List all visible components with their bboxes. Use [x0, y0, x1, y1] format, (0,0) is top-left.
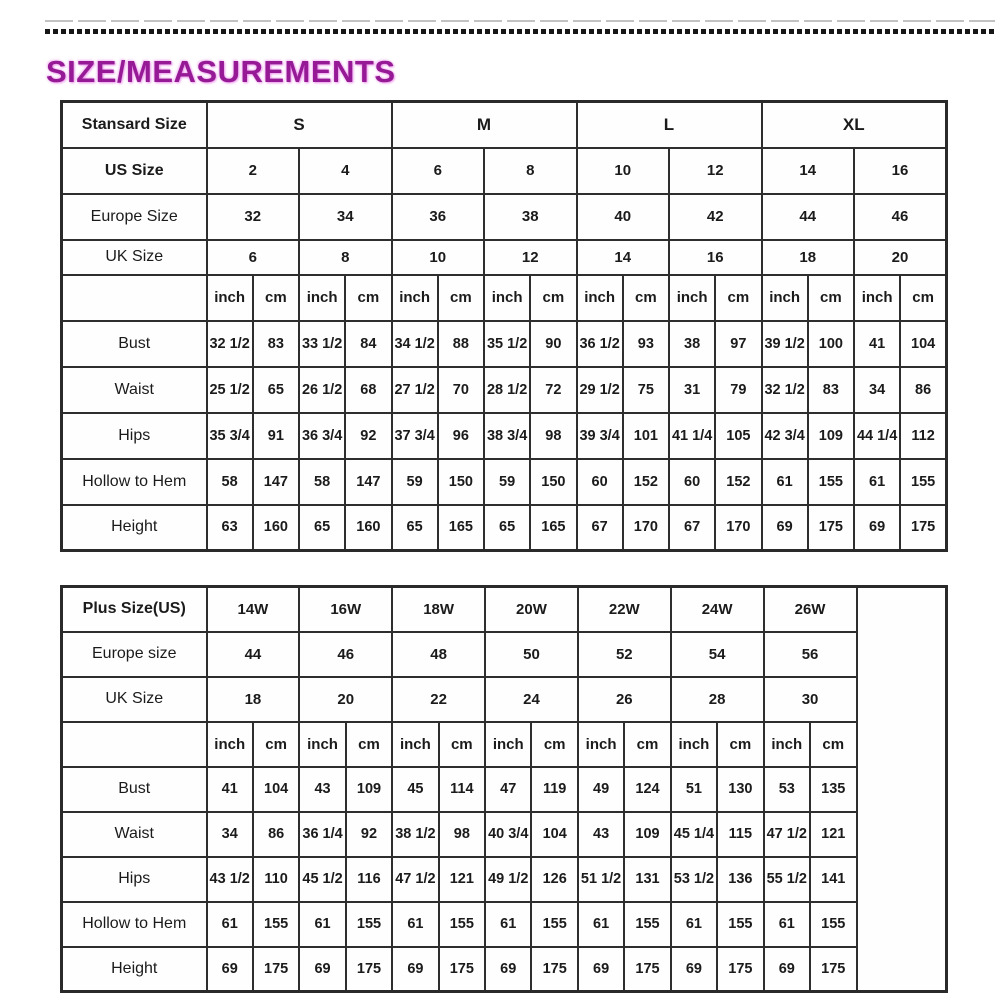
size-value: 44	[207, 632, 300, 677]
measurement-value: 58	[207, 459, 253, 505]
size-value: 38	[484, 194, 577, 240]
measurement-value: 39 1/2	[762, 321, 808, 367]
unit-label: cm	[623, 275, 669, 321]
measurement-value: 109	[346, 767, 392, 812]
measurement-value: 141	[810, 857, 857, 902]
measurement-value: 109	[624, 812, 670, 857]
measurement-value: 61	[578, 902, 624, 947]
measurement-value: 98	[530, 413, 576, 459]
measurement-value: 147	[345, 459, 391, 505]
measurement-value: 47	[485, 767, 531, 812]
size-group-header: M	[392, 102, 577, 148]
measurement-value: 53	[764, 767, 810, 812]
measurement-value: 27 1/2	[392, 367, 438, 413]
measurement-value: 91	[253, 413, 299, 459]
measurement-value: 69	[485, 947, 531, 992]
measurement-value: 155	[346, 902, 392, 947]
measurement-value: 98	[439, 812, 485, 857]
empty-column	[857, 587, 947, 992]
corner-label: Plus Size(US)	[62, 587, 207, 632]
measurement-value: 86	[900, 367, 946, 413]
size-value: 14	[577, 240, 670, 275]
measurement-value: 126	[531, 857, 577, 902]
unit-label: inch	[392, 722, 438, 767]
size-value: 12	[484, 240, 577, 275]
measurement-value: 41	[854, 321, 900, 367]
measurement-value: 70	[438, 367, 484, 413]
measurement-value: 32 1/2	[207, 321, 253, 367]
size-value: 46	[299, 632, 392, 677]
measurement-value: 93	[623, 321, 669, 367]
table-row	[62, 275, 947, 321]
measurement-value: 104	[253, 767, 299, 812]
measurement-value: 61	[299, 902, 345, 947]
row-label: US Size	[62, 148, 207, 194]
measurement-value: 34 1/2	[392, 321, 438, 367]
unit-label: cm	[530, 275, 576, 321]
table-row	[62, 194, 947, 240]
table-row	[62, 632, 947, 677]
measurement-value: 59	[484, 459, 530, 505]
measurement-value: 45 1/2	[299, 857, 345, 902]
measurement-value: 101	[623, 413, 669, 459]
row-label: Waist	[62, 367, 207, 413]
measurement-value: 86	[253, 812, 299, 857]
measurement-value: 100	[808, 321, 854, 367]
plus-size-header: 14W	[207, 587, 300, 632]
size-value: 8	[484, 148, 577, 194]
measurement-value: 69	[578, 947, 624, 992]
measurement-value: 61	[392, 902, 438, 947]
measurement-value: 61	[485, 902, 531, 947]
size-value: 36	[392, 194, 485, 240]
table-row	[62, 459, 947, 505]
unit-label: cm	[531, 722, 577, 767]
measurement-value: 175	[346, 947, 392, 992]
measurement-value: 61	[764, 902, 810, 947]
size-value: 28	[671, 677, 764, 722]
table-row	[62, 722, 947, 767]
measurement-value: 96	[438, 413, 484, 459]
size-value: 46	[854, 194, 947, 240]
unit-label: inch	[484, 275, 530, 321]
measurement-value: 155	[717, 902, 763, 947]
measurement-value: 155	[439, 902, 485, 947]
measurement-value: 150	[530, 459, 576, 505]
measurement-value: 47 1/2	[764, 812, 810, 857]
unit-label: cm	[717, 722, 763, 767]
measurement-value: 61	[854, 459, 900, 505]
measurement-value: 175	[531, 947, 577, 992]
measurement-value: 65	[392, 505, 438, 551]
measurement-value: 121	[810, 812, 857, 857]
measurement-value: 29 1/2	[577, 367, 623, 413]
measurement-value: 49 1/2	[485, 857, 531, 902]
measurement-value: 155	[808, 459, 854, 505]
row-label: Hips	[62, 413, 207, 459]
measurement-value: 175	[808, 505, 854, 551]
measurement-value: 119	[531, 767, 577, 812]
measurement-value: 84	[345, 321, 391, 367]
size-value: 16	[669, 240, 762, 275]
measurement-value: 152	[715, 459, 761, 505]
size-value: 4	[299, 148, 392, 194]
measurement-value: 104	[900, 321, 946, 367]
measurement-value: 150	[438, 459, 484, 505]
measurement-value: 43	[578, 812, 624, 857]
measurement-value: 41	[207, 767, 253, 812]
measurement-value: 90	[530, 321, 576, 367]
unit-label: inch	[671, 722, 717, 767]
plus-size-header: 24W	[671, 587, 764, 632]
size-value: 18	[762, 240, 855, 275]
measurement-value: 116	[346, 857, 392, 902]
measurement-value: 124	[624, 767, 670, 812]
measurement-value: 175	[439, 947, 485, 992]
table-row	[62, 677, 947, 722]
size-value: 12	[669, 148, 762, 194]
size-value: 8	[299, 240, 392, 275]
measurement-value: 65	[253, 367, 299, 413]
measurement-value: 33 1/2	[299, 321, 345, 367]
top-dotted-line	[45, 29, 995, 34]
size-value: 56	[764, 632, 857, 677]
measurement-value: 26 1/2	[299, 367, 345, 413]
plus-size-header: 26W	[764, 587, 857, 632]
measurement-value: 34	[207, 812, 253, 857]
measurement-value: 170	[715, 505, 761, 551]
top-divider-line	[45, 20, 995, 22]
row-label: Waist	[62, 812, 207, 857]
measurement-value: 110	[253, 857, 299, 902]
size-value: 16	[854, 148, 947, 194]
table-row	[62, 857, 947, 902]
measurement-value: 175	[717, 947, 763, 992]
standard-size-table	[60, 100, 948, 552]
unit-label: inch	[764, 722, 810, 767]
measurement-value: 55 1/2	[764, 857, 810, 902]
size-value: 10	[577, 148, 670, 194]
unit-label: cm	[900, 275, 946, 321]
measurement-value: 155	[810, 902, 857, 947]
measurement-value: 155	[253, 902, 299, 947]
size-value: 24	[485, 677, 578, 722]
measurement-value: 170	[623, 505, 669, 551]
measurement-value: 114	[439, 767, 485, 812]
measurement-value: 175	[253, 947, 299, 992]
size-group-header: L	[577, 102, 762, 148]
measurement-value: 69	[762, 505, 808, 551]
unit-label: inch	[669, 275, 715, 321]
size-value: 30	[764, 677, 857, 722]
measurement-value: 69	[671, 947, 717, 992]
plus-size-table	[60, 585, 948, 993]
size-value: 40	[577, 194, 670, 240]
row-label: Hollow to Hem	[62, 459, 207, 505]
measurement-value: 69	[392, 947, 438, 992]
measurement-value: 61	[207, 902, 253, 947]
measurement-value: 135	[810, 767, 857, 812]
measurement-value: 38	[669, 321, 715, 367]
measurement-value: 136	[717, 857, 763, 902]
plus-size-header: 16W	[299, 587, 392, 632]
measurement-value: 92	[345, 413, 391, 459]
unit-label: inch	[762, 275, 808, 321]
measurement-value: 88	[438, 321, 484, 367]
empty-corner	[62, 275, 207, 321]
row-label: Hollow to Hem	[62, 902, 207, 947]
unit-label: inch	[207, 275, 253, 321]
measurement-value: 83	[808, 367, 854, 413]
row-label: Height	[62, 947, 207, 992]
plus-size-header: 18W	[392, 587, 485, 632]
measurement-value: 59	[392, 459, 438, 505]
table-row	[62, 902, 947, 947]
size-value: 14	[762, 148, 855, 194]
unit-label: inch	[207, 722, 253, 767]
unit-label: cm	[253, 722, 299, 767]
measurement-value: 36 3/4	[299, 413, 345, 459]
table-row	[62, 812, 947, 857]
measurement-value: 83	[253, 321, 299, 367]
unit-label: inch	[577, 275, 623, 321]
unit-label: inch	[578, 722, 624, 767]
measurement-value: 63	[207, 505, 253, 551]
size-value: 48	[392, 632, 485, 677]
measurement-value: 97	[715, 321, 761, 367]
table-row	[62, 240, 947, 275]
unit-label: cm	[624, 722, 670, 767]
measurement-value: 60	[669, 459, 715, 505]
size-group-header: XL	[762, 102, 947, 148]
measurement-value: 58	[299, 459, 345, 505]
size-group-header: S	[207, 102, 392, 148]
table-row	[62, 505, 947, 551]
measurement-value: 43 1/2	[207, 857, 253, 902]
measurement-value: 28 1/2	[484, 367, 530, 413]
measurement-value: 131	[624, 857, 670, 902]
measurement-value: 115	[717, 812, 763, 857]
measurement-value: 61	[671, 902, 717, 947]
measurement-value: 130	[717, 767, 763, 812]
measurement-value: 37 3/4	[392, 413, 438, 459]
size-value: 54	[671, 632, 764, 677]
measurement-value: 165	[530, 505, 576, 551]
measurement-value: 160	[345, 505, 391, 551]
measurement-value: 165	[438, 505, 484, 551]
size-value: 44	[762, 194, 855, 240]
size-value: 34	[299, 194, 392, 240]
measurement-value: 69	[854, 505, 900, 551]
measurement-value: 68	[345, 367, 391, 413]
measurement-value: 69	[764, 947, 810, 992]
measurement-value: 79	[715, 367, 761, 413]
measurement-value: 53 1/2	[671, 857, 717, 902]
measurement-value: 45	[392, 767, 438, 812]
size-value: 50	[485, 632, 578, 677]
size-value: 6	[207, 240, 300, 275]
row-label: Europe Size	[62, 194, 207, 240]
measurement-value: 152	[623, 459, 669, 505]
size-value: 22	[392, 677, 485, 722]
unit-label: inch	[854, 275, 900, 321]
unit-label: cm	[438, 275, 484, 321]
measurement-value: 35 1/2	[484, 321, 530, 367]
unit-label: inch	[392, 275, 438, 321]
table-row	[62, 321, 947, 367]
measurement-value: 155	[624, 902, 670, 947]
plus-size-header: 22W	[578, 587, 671, 632]
measurement-value: 45 1/4	[671, 812, 717, 857]
measurement-value: 35 3/4	[207, 413, 253, 459]
corner-label: Stansard Size	[62, 102, 207, 148]
measurement-value: 92	[346, 812, 392, 857]
size-value: 52	[578, 632, 671, 677]
plus-size-header: 20W	[485, 587, 578, 632]
measurement-value: 51	[671, 767, 717, 812]
unit-label: inch	[299, 275, 345, 321]
size-value: 2	[207, 148, 300, 194]
unit-label: cm	[808, 275, 854, 321]
measurement-value: 42 3/4	[762, 413, 808, 459]
measurement-value: 38 1/2	[392, 812, 438, 857]
size-value: 6	[392, 148, 485, 194]
measurement-value: 41 1/4	[669, 413, 715, 459]
unit-label: cm	[253, 275, 299, 321]
measurement-value: 43	[299, 767, 345, 812]
measurement-value: 69	[299, 947, 345, 992]
size-value: 20	[299, 677, 392, 722]
measurement-value: 36 1/2	[577, 321, 623, 367]
measurement-value: 147	[253, 459, 299, 505]
table-row	[62, 413, 947, 459]
measurement-value: 72	[530, 367, 576, 413]
measurement-value: 121	[439, 857, 485, 902]
measurement-value: 38 3/4	[484, 413, 530, 459]
measurement-value: 175	[624, 947, 670, 992]
measurement-value: 109	[808, 413, 854, 459]
unit-label: cm	[346, 722, 392, 767]
table-row	[62, 767, 947, 812]
measurement-value: 25 1/2	[207, 367, 253, 413]
measurement-value: 51 1/2	[578, 857, 624, 902]
measurement-value: 65	[299, 505, 345, 551]
measurement-value: 67	[669, 505, 715, 551]
unit-label: cm	[810, 722, 857, 767]
page-title: SIZE/MEASUREMENTS	[46, 54, 396, 89]
empty-corner	[62, 722, 207, 767]
table-row	[62, 148, 947, 194]
measurement-value: 36 1/4	[299, 812, 345, 857]
size-value: 26	[578, 677, 671, 722]
measurement-value: 175	[900, 505, 946, 551]
row-label: UK Size	[62, 677, 207, 722]
measurement-value: 47 1/2	[392, 857, 438, 902]
measurement-value: 60	[577, 459, 623, 505]
measurement-value: 112	[900, 413, 946, 459]
unit-label: inch	[485, 722, 531, 767]
measurement-value: 69	[207, 947, 253, 992]
row-label: Hips	[62, 857, 207, 902]
size-value: 32	[207, 194, 300, 240]
measurement-value: 175	[810, 947, 857, 992]
row-label: Height	[62, 505, 207, 551]
measurement-value: 155	[900, 459, 946, 505]
unit-label: cm	[715, 275, 761, 321]
measurement-value: 44 1/4	[854, 413, 900, 459]
unit-label: inch	[299, 722, 345, 767]
size-value: 42	[669, 194, 762, 240]
table-row	[62, 587, 947, 632]
table-row	[62, 947, 947, 992]
row-label: Bust	[62, 767, 207, 812]
measurement-value: 39 3/4	[577, 413, 623, 459]
row-label: UK Size	[62, 240, 207, 275]
unit-label: cm	[439, 722, 485, 767]
table-row	[62, 102, 947, 148]
size-value: 20	[854, 240, 947, 275]
row-label: Bust	[62, 321, 207, 367]
measurement-value: 31	[669, 367, 715, 413]
measurement-value: 67	[577, 505, 623, 551]
measurement-value: 40 3/4	[485, 812, 531, 857]
measurement-value: 155	[531, 902, 577, 947]
measurement-value: 75	[623, 367, 669, 413]
size-value: 10	[392, 240, 485, 275]
measurement-value: 105	[715, 413, 761, 459]
measurement-value: 34	[854, 367, 900, 413]
measurement-value: 49	[578, 767, 624, 812]
measurement-value: 104	[531, 812, 577, 857]
row-label: Europe size	[62, 632, 207, 677]
table-row	[62, 367, 947, 413]
measurement-value: 65	[484, 505, 530, 551]
measurement-value: 32 1/2	[762, 367, 808, 413]
unit-label: cm	[345, 275, 391, 321]
size-value: 18	[207, 677, 300, 722]
measurement-value: 160	[253, 505, 299, 551]
measurement-value: 61	[762, 459, 808, 505]
